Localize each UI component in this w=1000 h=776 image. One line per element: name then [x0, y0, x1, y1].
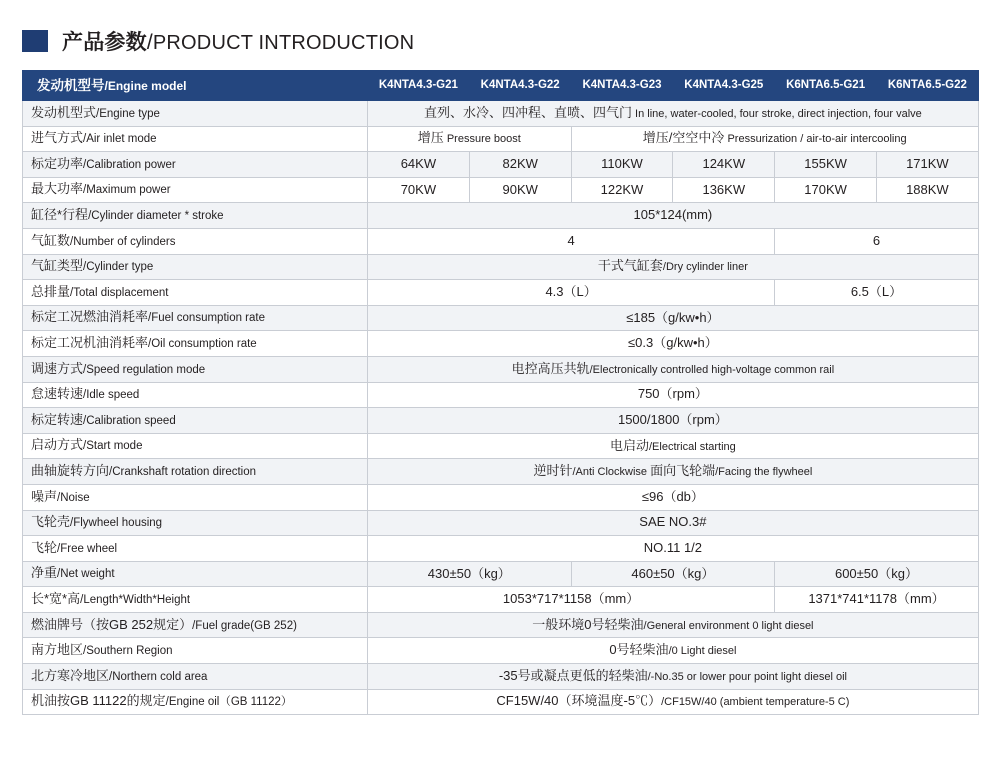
spec-value	[368, 152, 470, 178]
spec-label	[23, 408, 368, 434]
spec-value-cn: 110KW	[601, 156, 643, 172]
spec-label-en: /Start mode	[83, 440, 143, 453]
spec-label-en: /Flywheel housing	[70, 517, 163, 530]
spec-value-cn: CF15W/40（环境温度-5℃）	[496, 693, 662, 709]
spec-label-cn: 北方寒冷地区	[31, 667, 110, 683]
spec-value	[368, 305, 979, 331]
spec-value	[368, 382, 979, 408]
table-row	[23, 177, 979, 203]
spec-value	[368, 433, 979, 459]
spec-value	[368, 280, 775, 306]
spec-label-cn: 南方地区	[31, 642, 84, 658]
table-row	[23, 484, 979, 510]
spec-label-en: /Speed regulation mode	[83, 363, 206, 376]
spec-label	[23, 433, 368, 459]
spec-label	[23, 689, 368, 715]
spec-value-cn: 124KW	[702, 156, 746, 172]
spec-label	[23, 331, 368, 357]
spec-value	[368, 228, 775, 254]
spec-label-en: /Oil consumption rate	[148, 338, 257, 351]
spec-label	[23, 382, 368, 408]
spec-label-cn: 缸径*行程	[31, 207, 89, 223]
spec-label-cn: 噪声	[31, 488, 58, 504]
spec-label-en: /Number of cylinders	[70, 235, 176, 248]
spec-label	[23, 536, 368, 562]
spec-value	[368, 254, 979, 280]
spec-label	[23, 203, 368, 229]
spec-value-cn: 电控高压共轨	[511, 360, 590, 376]
spec-value	[368, 510, 979, 536]
spec-value-cn: 136KW	[702, 181, 746, 197]
spec-label-en: /Fuel consumption rate	[148, 312, 265, 325]
spec-value-cn: 逆时针	[533, 463, 573, 479]
spec-label	[23, 587, 368, 613]
header-label-sep: /	[104, 78, 108, 93]
spec-label-en: /Cylinder type	[83, 261, 154, 274]
spec-table-container	[0, 52, 1000, 715]
page-title	[62, 26, 414, 56]
spec-label-en: /Noise	[57, 491, 90, 504]
page-header	[0, 0, 1000, 52]
spec-value-cn: 1500/1800（rpm）	[617, 411, 728, 427]
spec-value	[368, 101, 979, 127]
spec-value-en: In line, water-cooled, four stroke, direct injection, four valve	[631, 107, 922, 120]
spec-value-cn: 600±50（kg）	[834, 565, 918, 581]
spec-value	[571, 152, 673, 178]
table-row	[23, 638, 979, 664]
spec-value	[571, 561, 775, 587]
spec-value	[368, 689, 979, 715]
table-row	[23, 382, 979, 408]
spec-value-cn: 1053*717*1158（mm）	[502, 591, 640, 607]
spec-value	[368, 536, 979, 562]
spec-value-cn-2: 面向飞轮端	[650, 463, 716, 479]
table-row	[23, 433, 979, 459]
spec-value-cn: 70KW	[400, 181, 437, 197]
spec-value-cn: 155KW	[804, 156, 847, 172]
spec-value	[368, 177, 470, 203]
spec-label	[23, 101, 368, 127]
spec-label-cn: 净重	[31, 565, 58, 581]
spec-label-cn: 气缸数	[31, 232, 71, 248]
table-row	[23, 689, 979, 715]
spec-label-cn: 标定工况燃油消耗率	[31, 309, 149, 325]
spec-label-cn: 曲轴旋转方向	[31, 463, 110, 478]
model-column-4: K4NTA4.3-G25	[673, 71, 775, 101]
model-column-3: K4NTA4.3-G23	[571, 71, 673, 101]
spec-label	[23, 612, 368, 638]
spec-value-cn: ≤96（db）	[641, 488, 704, 504]
spec-label-en: /Idle speed	[83, 389, 140, 402]
spec-value-cn: 4.3（L）	[545, 283, 597, 299]
spec-label-en: /Total displacement	[70, 286, 169, 299]
spec-label	[23, 177, 368, 203]
spec-label	[23, 356, 368, 382]
table-row	[23, 459, 979, 485]
spec-label-en: /Engine type	[96, 107, 160, 120]
spec-value-cn: 6	[872, 232, 881, 248]
spec-value-cn: 188KW	[906, 181, 949, 197]
spec-label-en: /Maximum power	[83, 184, 171, 197]
spec-value-en: Pressurization / air-to-air intercooling	[724, 133, 907, 146]
spec-label-en: /Free wheel	[57, 542, 118, 555]
spec-value-en-2: /Facing the flywheel	[715, 466, 813, 479]
spec-value-en: /Anti Clockwise	[572, 466, 651, 479]
spec-value-cn: 干式气缸套	[597, 258, 663, 274]
table-row	[23, 408, 979, 434]
spec-label	[23, 510, 368, 536]
spec-value-cn: 64KW	[400, 156, 437, 172]
spec-label-cn: 燃油牌号（按GB 252规定）	[31, 616, 193, 632]
spec-label-cn: 飞轮	[31, 539, 58, 555]
table-row	[23, 126, 979, 152]
table-row	[23, 305, 979, 331]
table-header-engine-model	[23, 71, 368, 101]
spec-label-en: /Calibration power	[83, 158, 176, 171]
spec-label-en: /Engine oil（GB 11122）	[165, 696, 293, 709]
spec-label	[23, 459, 368, 485]
spec-value-cn: SAE NO.3#	[639, 514, 707, 530]
spec-label	[23, 664, 368, 690]
spec-label	[23, 254, 368, 280]
spec-value-cn: 171KW	[906, 156, 949, 172]
spec-label-en: /Northern cold area	[109, 670, 208, 683]
table-row	[23, 254, 979, 280]
spec-value-en: /-No.35 or lower pour point light diesel oil	[647, 670, 847, 683]
spec-value-cn: 增压	[417, 130, 444, 146]
table-row	[23, 356, 979, 382]
spec-value	[571, 177, 673, 203]
spec-label	[23, 228, 368, 254]
spec-value	[368, 203, 979, 229]
spec-table-body	[23, 101, 979, 715]
model-column-1: K4NTA4.3-G21	[368, 71, 470, 101]
spec-label	[23, 152, 368, 178]
spec-label-cn: 标定工况机油消耗率	[31, 335, 149, 351]
spec-value-cn: 0号轻柴油	[609, 642, 669, 658]
spec-label-en: /Air inlet mode	[83, 133, 157, 146]
spec-label-en: /Length*Width*Height	[80, 593, 191, 606]
spec-value-cn: 105*124(mm)	[633, 207, 713, 223]
spec-value	[775, 152, 877, 178]
spec-label-en: /Net weight	[57, 568, 115, 581]
model-column-6: K6NTA6.5-G22	[876, 71, 978, 101]
spec-value	[368, 587, 775, 613]
table-row	[23, 664, 979, 690]
spec-value-cn: 电启动	[609, 437, 649, 453]
model-column-5: K6NTA6.5-G21	[775, 71, 877, 101]
spec-value-en: /CF15W/40 (ambient temperature-5 C)	[661, 696, 850, 709]
spec-label-cn: 长*宽*高	[31, 590, 81, 606]
spec-label-cn: 调速方式	[31, 360, 84, 376]
table-row	[23, 331, 979, 357]
spec-label	[23, 638, 368, 664]
spec-value	[368, 561, 572, 587]
header-label-en: Engine model	[107, 78, 187, 93]
spec-value	[368, 638, 979, 664]
spec-label-cn: 飞轮壳	[31, 514, 71, 530]
table-row	[23, 561, 979, 587]
page-title-cn: 产品参数	[62, 31, 147, 54]
spec-value-en: /Electrical starting	[648, 440, 736, 453]
spec-value-cn: 430±50（kg）	[427, 565, 511, 581]
spec-value	[368, 331, 979, 357]
spec-value-en: /Electronically controlled high-voltage common rail	[589, 363, 835, 376]
spec-label-cn: 发动机型式	[31, 104, 97, 120]
table-row	[23, 536, 979, 562]
table-row	[23, 203, 979, 229]
spec-label-en: /Cylinder diameter * stroke	[88, 210, 224, 223]
spec-value	[775, 177, 877, 203]
spec-label-cn: 进气方式	[31, 130, 84, 146]
spec-label	[23, 305, 368, 331]
spec-value	[368, 484, 979, 510]
spec-label	[23, 484, 368, 510]
spec-label-cn: 启动方式	[31, 437, 84, 453]
spec-value-cn: 增压/空空中冷	[642, 130, 725, 146]
spec-value-en: /0 Light diesel	[668, 645, 737, 658]
spec-label-cn: 怠速转速	[31, 386, 84, 402]
table-row	[23, 101, 979, 127]
spec-label	[23, 280, 368, 306]
header-label-cn: 发动机型号	[37, 77, 105, 93]
spec-label-en: /Southern Region	[83, 645, 173, 658]
table-header-row	[23, 71, 979, 101]
table-row	[23, 587, 979, 613]
spec-label-cn: 总排量	[31, 283, 71, 299]
spec-label-cn: 最大功率	[31, 181, 84, 197]
spec-value	[775, 228, 979, 254]
table-row	[23, 510, 979, 536]
spec-label-cn: 机油按GB 11122的规定	[31, 693, 166, 709]
spec-value-cn: ≤0.3（g/kw•h）	[628, 335, 718, 351]
spec-value-cn: 一般环境0号轻柴油	[532, 616, 644, 632]
spec-label	[23, 126, 368, 152]
spec-label-en: /Crankshaft rotation direction	[109, 466, 257, 478]
spec-value-en: Pressure boost	[443, 133, 521, 146]
spec-value	[571, 126, 978, 152]
page-title-en: PRODUCT INTRODUCTION	[152, 32, 415, 54]
spec-label-cn: 标定功率	[31, 155, 84, 171]
page-title-separator: /	[146, 31, 153, 54]
spec-value-cn: 90KW	[502, 181, 538, 197]
spec-value	[673, 152, 775, 178]
spec-value	[368, 612, 979, 638]
table-row	[23, 280, 979, 306]
table-row	[23, 152, 979, 178]
spec-label-cn: 气缸类型	[31, 258, 84, 274]
spec-value-cn: 750（rpm）	[637, 386, 708, 402]
model-column-2: K4NTA4.3-G22	[469, 71, 571, 101]
header-accent-mark	[22, 30, 48, 52]
table-row	[23, 612, 979, 638]
spec-label-en: /Calibration speed	[83, 414, 176, 427]
spec-value	[469, 152, 571, 178]
spec-value-cn: 170KW	[804, 181, 847, 197]
engine-spec-table	[22, 70, 979, 715]
spec-value	[368, 664, 979, 690]
spec-value-cn: 6.5（L）	[850, 283, 903, 299]
spec-value-cn: 122KW	[600, 181, 644, 197]
table-row	[23, 228, 979, 254]
spec-label-en: /Fuel grade(GB 252)	[192, 619, 297, 632]
spec-value	[673, 177, 775, 203]
spec-value-cn: -35号或凝点更低的轻柴油	[498, 667, 648, 683]
spec-value	[775, 280, 979, 306]
spec-label	[23, 561, 368, 587]
spec-value-cn: 82KW	[502, 156, 538, 172]
spec-value	[469, 177, 571, 203]
spec-value	[368, 356, 979, 382]
spec-value-en: /Dry cylinder liner	[662, 261, 748, 274]
spec-value	[368, 408, 979, 434]
spec-value-cn: 4	[567, 232, 575, 248]
spec-value-cn: 460±50（kg）	[631, 565, 715, 581]
spec-value	[368, 459, 979, 485]
spec-value	[876, 152, 978, 178]
spec-value	[876, 177, 978, 203]
spec-value-cn: 1371*741*1178（mm）	[808, 591, 945, 607]
spec-value-en: /General environment 0 light diesel	[643, 619, 814, 632]
spec-value-cn: 直列、水冷、四冲程、直喷、四气门	[423, 104, 632, 120]
spec-value-cn: NO.11 1/2	[643, 539, 703, 555]
spec-label-cn: 标定转速	[31, 411, 84, 427]
spec-value	[775, 587, 979, 613]
spec-value-cn: ≤185（g/kw•h）	[626, 309, 720, 325]
spec-value	[368, 126, 572, 152]
spec-value	[775, 561, 979, 587]
